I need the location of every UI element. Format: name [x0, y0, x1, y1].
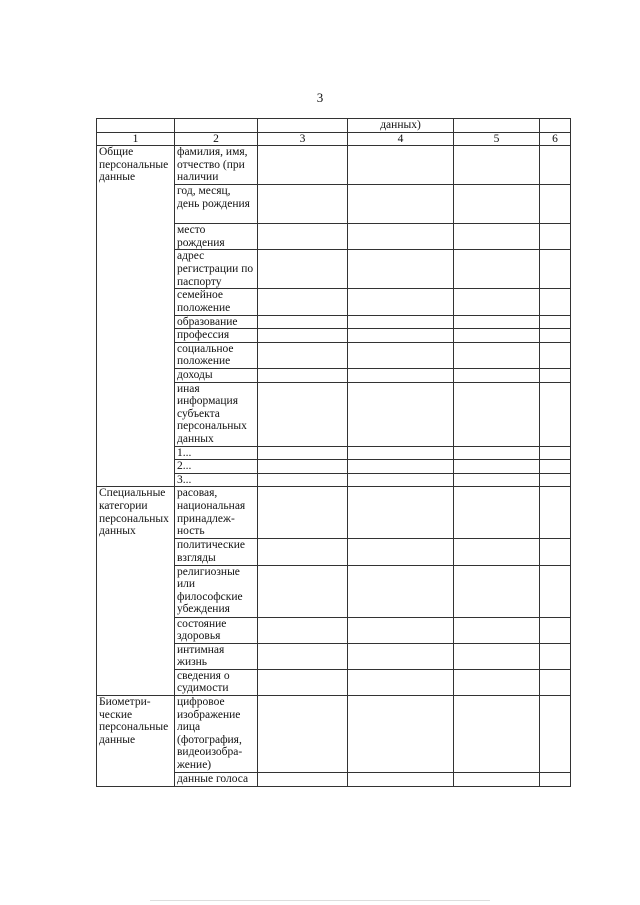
cell-col4[interactable] [348, 617, 454, 643]
cell-col3[interactable] [258, 446, 348, 460]
cell-col3[interactable] [258, 617, 348, 643]
data-item: религиозные или философские убеждения [175, 565, 258, 617]
cell-col6[interactable] [540, 224, 571, 250]
cell-col3[interactable] [258, 696, 348, 773]
cell-col4[interactable] [348, 539, 454, 565]
table-row [97, 696, 571, 773]
cell-col4[interactable] [348, 487, 454, 539]
cell-col5[interactable] [454, 446, 540, 460]
cell-col3[interactable] [258, 643, 348, 669]
column-number: 1 [97, 132, 175, 146]
cell-col6[interactable] [540, 669, 571, 695]
data-item: социальное положение [175, 342, 258, 368]
cell-col5[interactable] [454, 617, 540, 643]
cell-col3[interactable] [258, 146, 348, 185]
cell-col6[interactable] [540, 696, 571, 773]
cell-col6[interactable] [540, 289, 571, 315]
cell-col5[interactable] [454, 289, 540, 315]
cell-col5[interactable] [454, 224, 540, 250]
cell-col3[interactable] [258, 565, 348, 617]
data-item: цифровое изображение лица (фотография, видеоизобра-жение) [175, 696, 258, 773]
data-item: политические взгляды [175, 539, 258, 565]
cell-col5[interactable] [454, 342, 540, 368]
cell-col6[interactable] [540, 342, 571, 368]
cell-col5[interactable] [454, 643, 540, 669]
cell-col3[interactable] [258, 382, 348, 446]
category-special: Специальные категории персональных данных [97, 487, 175, 696]
cell-col5[interactable] [454, 315, 540, 329]
cell-col3[interactable] [258, 539, 348, 565]
column-number: 6 [540, 132, 571, 146]
cell-col4[interactable] [348, 773, 454, 787]
cell-col6[interactable] [540, 146, 571, 185]
cell-col6[interactable] [540, 329, 571, 343]
column-number-row [97, 132, 571, 146]
cell-col6[interactable] [540, 539, 571, 565]
scan-edge-mark [150, 900, 490, 901]
cell-col3[interactable] [258, 224, 348, 250]
cell-col5[interactable] [454, 473, 540, 487]
cell-col6[interactable] [540, 315, 571, 329]
cell-col4[interactable] [348, 146, 454, 185]
table-row [97, 487, 571, 539]
column-number: 5 [454, 132, 540, 146]
cell-col5[interactable] [454, 487, 540, 539]
column-number: 3 [258, 132, 348, 146]
data-item: образование [175, 315, 258, 329]
cell-col5[interactable] [454, 329, 540, 343]
cell-col3[interactable] [258, 329, 348, 343]
table-row [97, 146, 571, 185]
data-item: доходы [175, 368, 258, 382]
cell-col6[interactable] [540, 250, 571, 289]
cell-col4[interactable] [348, 289, 454, 315]
continuation-header-row [97, 119, 571, 133]
cell-col4[interactable] [348, 446, 454, 460]
cell-col4[interactable] [348, 329, 454, 343]
cell-col5[interactable] [454, 460, 540, 474]
cell-col4[interactable] [348, 224, 454, 250]
data-item: сведения о судимости [175, 669, 258, 695]
cell-col5[interactable] [454, 250, 540, 289]
cell-col6[interactable] [540, 185, 571, 224]
cell-col3[interactable] [258, 460, 348, 474]
cell-col6[interactable] [540, 487, 571, 539]
cell-col3[interactable] [258, 368, 348, 382]
category-biometric: Биометри-ческие персональные данные [97, 696, 175, 787]
cell-col4[interactable] [348, 460, 454, 474]
page-number: 3 [316, 90, 324, 105]
cell-col6[interactable] [540, 773, 571, 787]
data-item: расовая, национальная принадлеж-ность [175, 487, 258, 539]
data-item: адрес регистрации по паспорту [175, 250, 258, 289]
cell-col4[interactable] [348, 315, 454, 329]
data-item: данные голоса [175, 773, 258, 787]
cell-col5[interactable] [454, 669, 540, 695]
cell-col4[interactable] [348, 473, 454, 487]
cell-col6[interactable] [540, 617, 571, 643]
data-item: интимная жизнь [175, 643, 258, 669]
data-item: год, месяц, день рождения [175, 185, 258, 224]
data-item: 1... [175, 446, 258, 460]
cell-col4[interactable] [348, 368, 454, 382]
cell-col3[interactable] [258, 185, 348, 224]
cell-col5[interactable] [454, 773, 540, 787]
cell-col5[interactable] [454, 185, 540, 224]
data-item: фамилия, имя, отчество (при наличии [175, 146, 258, 185]
cell-col4[interactable] [348, 643, 454, 669]
cell-col6[interactable] [540, 368, 571, 382]
cell-col5[interactable] [454, 368, 540, 382]
cell-col4[interactable] [348, 185, 454, 224]
column-number: 4 [348, 132, 454, 146]
cell-col4[interactable] [348, 669, 454, 695]
cell-col6[interactable] [540, 382, 571, 446]
cell-col4[interactable] [348, 696, 454, 773]
personal-data-table [96, 118, 571, 787]
cell-col6[interactable] [540, 473, 571, 487]
cell-col4[interactable] [348, 565, 454, 617]
cell-col3[interactable] [258, 487, 348, 539]
cell-col5[interactable] [454, 146, 540, 185]
continuation-text: данных) [348, 119, 454, 133]
cell-col6[interactable] [540, 565, 571, 617]
cell-col5[interactable] [454, 539, 540, 565]
data-item: иная информация субъекта персональных данных [175, 382, 258, 446]
category-general: Общие персональные данные [97, 146, 175, 487]
cell-col3[interactable] [258, 669, 348, 695]
data-item: семейное положение [175, 289, 258, 315]
cell-col4[interactable] [348, 342, 454, 368]
cell-col4[interactable] [348, 382, 454, 446]
cell-col3[interactable] [258, 289, 348, 315]
cell-col4[interactable] [348, 250, 454, 289]
cell-col6[interactable] [540, 643, 571, 669]
data-item: место рождения [175, 224, 258, 250]
cell-col3[interactable] [258, 250, 348, 289]
cell-col6[interactable] [540, 460, 571, 474]
cell-col3[interactable] [258, 315, 348, 329]
cell-col3[interactable] [258, 773, 348, 787]
cell-col3[interactable] [258, 342, 348, 368]
cell-col5[interactable] [454, 696, 540, 773]
cell-col5[interactable] [454, 565, 540, 617]
column-number: 2 [175, 132, 258, 146]
cell-col5[interactable] [454, 382, 540, 446]
data-item: 3... [175, 473, 258, 487]
data-item: профессия [175, 329, 258, 343]
cell-col6[interactable] [540, 446, 571, 460]
data-item: 2... [175, 460, 258, 474]
data-item: состояние здоровья [175, 617, 258, 643]
cell-col3[interactable] [258, 473, 348, 487]
